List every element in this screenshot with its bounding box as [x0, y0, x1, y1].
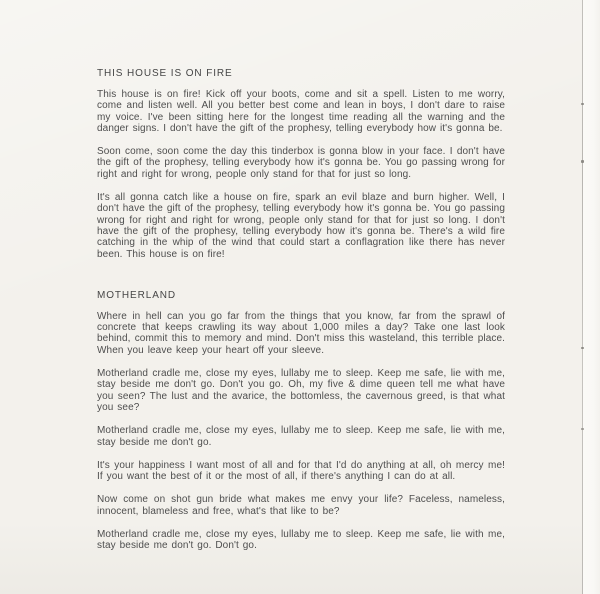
- scan-artifact-speck: [581, 103, 584, 105]
- lyric-paragraph: Motherland cradle me, close my eyes, lullaby me to sleep. Keep me safe, lie with me, stay beside me don't go. Don't go.: [97, 529, 505, 552]
- lyric-paragraph: It's your happiness I want most of all and for that I'd do anything at all, oh mercy me! If you want the best of it or the most of all, if there's anything I can do at all.: [97, 459, 505, 483]
- lyric-paragraph: Soon come, soon come the day this tinderbox is gonna blow in your face. I don't have the gift of the prophesy, telling everybody how it's gonna be. You go passing wrong for right and right for wrong, people only stand for that for just so long.: [97, 146, 505, 180]
- lyric-paragraph: Motherland cradle me, close my eyes, lullaby me to sleep. Keep me safe, lie with me, stay beside me don't go.: [97, 425, 505, 448]
- scan-artifact-speck: [581, 160, 584, 163]
- lyric-paragraph: Where in hell can you go far from the things that you know, far from the sprawl of concrete that keeps crawling its way about 1,000 miles a day? Take one last look behind, commit this to memory and mind. Don't miss this wasteland, this terrible place. When you leave keep your heart off your sleeve.: [97, 310, 505, 356]
- lyric-paragraph: Motherland cradle me, close my eyes, lullaby me to sleep. Keep me safe, lie with me, stay beside me don't go. Don't you go. Oh, my five & dime queen tell me what have you seen? The lust and the avarice, the bottomless, the cavernous greed, is that what you see?: [97, 368, 505, 413]
- scan-edge-strip: [583, 0, 600, 594]
- lyric-paragraph: Now come on shot gun bride what makes me envy your life? Faceless, nameless, innocent, blameless and free, what's that like to be?: [97, 494, 505, 517]
- lyrics-content: [97, 68, 505, 564]
- lyric-paragraph: This house is on fire! Kick off your boots, come and sit a spell. Listen to me worry, come and listen well. All you better best come and lean in boys, I don't dare to raise my voice. I've been sitting here for the longest time reading all the warning and the danger signs. I don't have the gift of the prophesy, telling everybody how it's gonna be.: [97, 89, 505, 134]
- scan-artifact-speck: [581, 428, 584, 430]
- song-title-this-house-is-on-fire: THIS HOUSE IS ON FIRE: [97, 68, 233, 79]
- lyric-paragraph: It's all gonna catch like a house on fire, spark an evil blaze and burn higher. Well, I don't have the gift of the prophesy, telling everybody how it's gonna be. You go passing wrong for right and right for wrong, people only stand for that for just so long. I don't have the gift of the prophesy, telling everybody how it's gonna be. There's a wild fire catching in the whip of the wind that could start a conflagration like there has never been. This house is on fire!: [97, 192, 505, 260]
- scan-artifact-speck: [581, 347, 584, 349]
- song-title-motherland: MOTHERLAND: [97, 289, 177, 301]
